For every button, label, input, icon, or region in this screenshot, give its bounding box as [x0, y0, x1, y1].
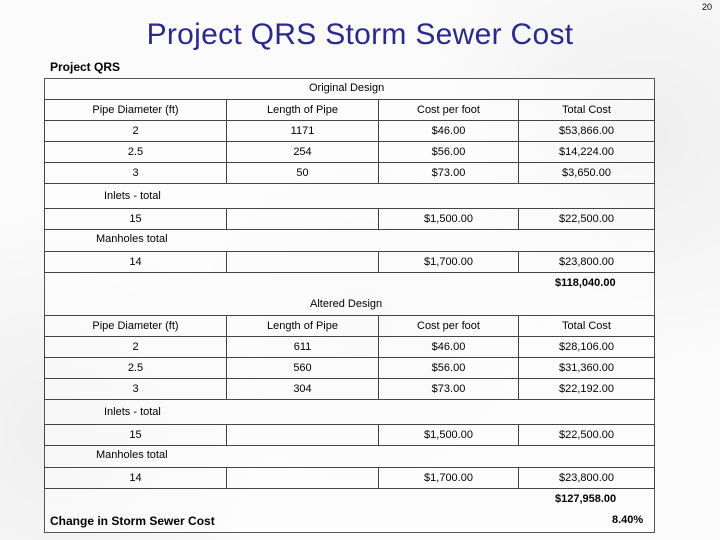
header-pipe-diameter: Pipe Diameter (ft) [45, 316, 227, 337]
altered-manholes-table [44, 467, 655, 489]
table-row [45, 142, 655, 163]
cell: 14 [45, 468, 227, 489]
cell: 560 [227, 358, 379, 379]
table-row [45, 163, 655, 184]
cell: $56.00 [379, 142, 519, 163]
cell: $23,800.00 [519, 468, 655, 489]
cell: $22,500.00 [519, 425, 655, 446]
table-row [45, 358, 655, 379]
cell: 611 [227, 337, 379, 358]
cell: 14 [45, 252, 227, 273]
cell [227, 252, 379, 273]
original-design-heading: Original Design [309, 82, 385, 94]
cell: 50 [227, 163, 379, 184]
cell: 15 [45, 425, 227, 446]
cell: $56.00 [379, 358, 519, 379]
page-title: Project QRS Storm Sewer Cost [146, 18, 574, 51]
change-value: 8.40% [612, 514, 644, 526]
header-cost-per-foot: Cost per foot [379, 100, 519, 121]
header-length: Length of Pipe [227, 316, 379, 337]
cell: $14,224.00 [519, 142, 655, 163]
cell: 1171 [227, 121, 379, 142]
cell: $28,106.00 [519, 337, 655, 358]
cell: $46.00 [379, 337, 519, 358]
header-total-cost: Total Cost [519, 316, 655, 337]
altered-inlets-table [44, 424, 655, 446]
original-main-table [44, 99, 655, 184]
cell: $46.00 [379, 121, 519, 142]
original-manholes-table [44, 251, 655, 273]
cell: $22,500.00 [519, 209, 655, 230]
table-header-row [45, 316, 655, 337]
original-inlets-table [44, 208, 655, 230]
cell [227, 209, 379, 230]
altered-main-table [44, 315, 655, 400]
altered-inlets-label: Inlets - total [104, 406, 161, 418]
cell: $73.00 [379, 163, 519, 184]
cell: $3,650.00 [519, 163, 655, 184]
cell: 3 [45, 163, 227, 184]
original-grand-total: $118,040.00 [555, 277, 616, 289]
altered-manholes-label: Manholes total [96, 449, 168, 461]
cell: $1,700.00 [379, 252, 519, 273]
cell: $1,700.00 [379, 468, 519, 489]
header-pipe-diameter: Pipe Diameter (ft) [45, 100, 227, 121]
cell: 304 [227, 379, 379, 400]
table-row [45, 337, 655, 358]
table-row [45, 425, 655, 446]
table-header-row [45, 100, 655, 121]
cell: 2 [45, 121, 227, 142]
altered-design-heading: Altered Design [310, 298, 383, 310]
project-subtitle: Project QRS [50, 60, 121, 74]
original-manholes-label: Manholes total [96, 233, 168, 245]
cell: $23,800.00 [519, 252, 655, 273]
table-row [45, 121, 655, 142]
table-row [45, 379, 655, 400]
cell: 254 [227, 142, 379, 163]
cell: 2 [45, 337, 227, 358]
header-length: Length of Pipe [227, 100, 379, 121]
change-label: Change in Storm Sewer Cost [50, 514, 215, 528]
cell: $1,500.00 [379, 209, 519, 230]
altered-grand-total: $127,958.00 [555, 493, 617, 505]
header-cost-per-foot: Cost per foot [379, 316, 519, 337]
cell: 2.5 [45, 142, 227, 163]
cell: 3 [45, 379, 227, 400]
cell: $1,500.00 [379, 425, 519, 446]
original-inlets-label: Inlets - total [104, 190, 161, 202]
cell: $53,866.00 [519, 121, 655, 142]
cell: $22,192.00 [519, 379, 655, 400]
table-row [45, 252, 655, 273]
cell: $31,360.00 [519, 358, 655, 379]
cell: 2.5 [45, 358, 227, 379]
cell: $73.00 [379, 379, 519, 400]
table-row [45, 468, 655, 489]
table-row [45, 209, 655, 230]
page-number: 20 [701, 2, 712, 12]
cell [227, 468, 379, 489]
header-total-cost: Total Cost [519, 100, 655, 121]
cell: 15 [45, 209, 227, 230]
cell [227, 425, 379, 446]
